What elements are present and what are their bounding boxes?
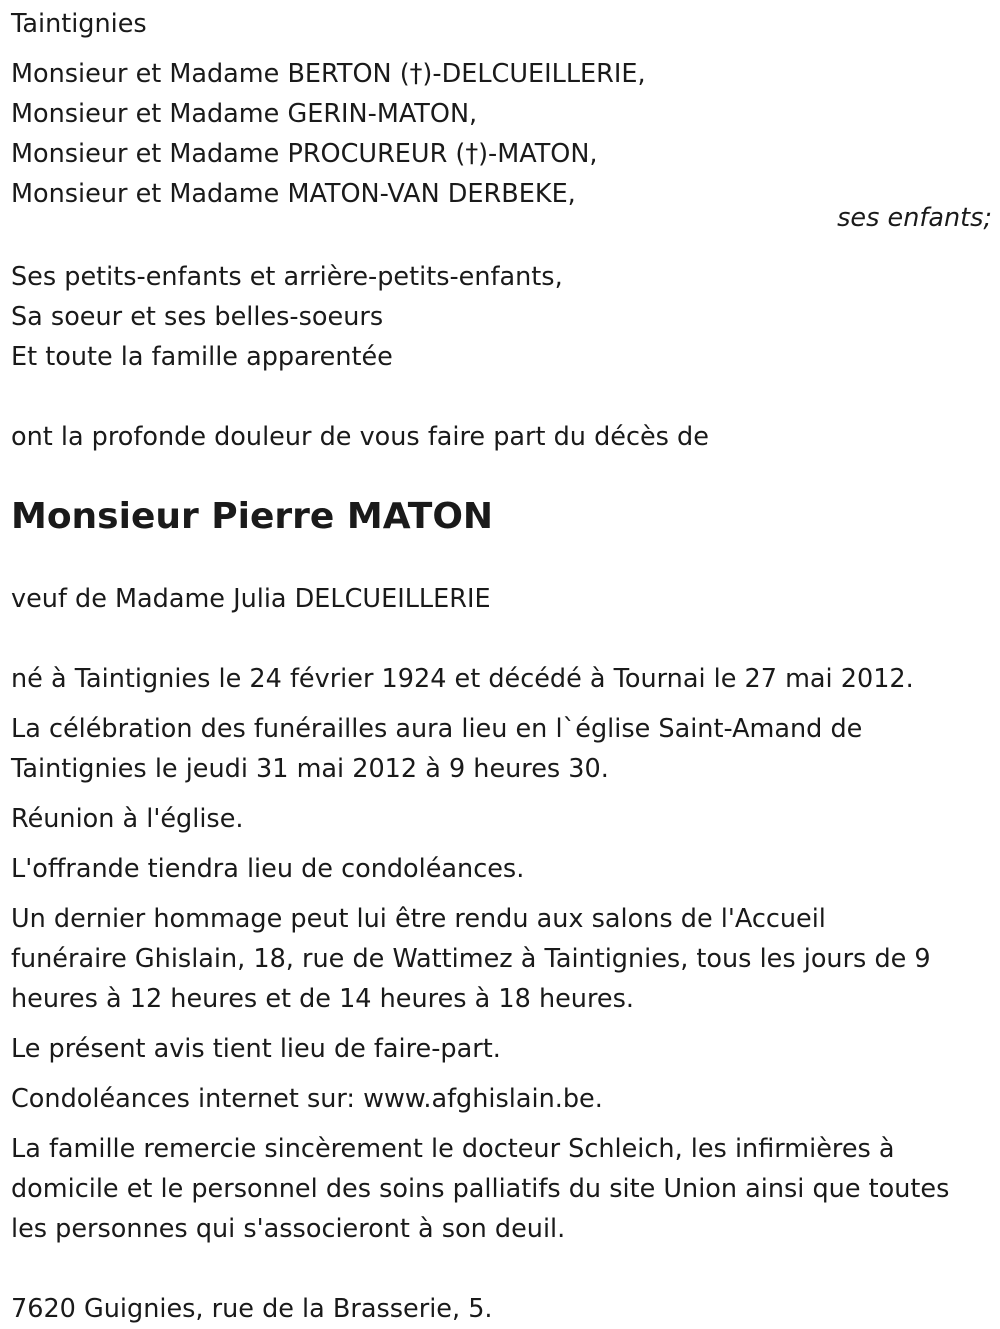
meeting-place: Réunion à l'église. bbox=[11, 804, 244, 834]
child-entry: Monsieur et Madame BERTON (†)-DELCUEILLERIE, bbox=[11, 59, 646, 89]
homage-line: Un dernier hommage peut lui être rendu aux salons de l'Accueil bbox=[11, 904, 826, 934]
relatives-entry: Ses petits-enfants et arrière-petits-enfants, bbox=[11, 262, 563, 292]
widower-of: veuf de Madame Julia DELCUEILLERIE bbox=[11, 584, 491, 614]
children-label: ses enfants; bbox=[837, 203, 992, 233]
thanks-line: La famille remercie sincèrement le docteur Schleich, les infirmières à bbox=[11, 1134, 895, 1164]
child-entry: Monsieur et Madame PROCUREUR (†)-MATON, bbox=[11, 139, 598, 169]
celebration-line: Taintignies le jeudi 31 mai 2012 à 9 heures 30. bbox=[11, 754, 609, 784]
deceased-name: Monsieur Pierre MATON bbox=[11, 496, 494, 537]
homage-line: funéraire Ghislain, 18, rue de Wattimez à Taintignies, tous les jours de 9 bbox=[11, 944, 931, 974]
relatives-entry: Sa soeur et ses belles-soeurs bbox=[11, 302, 384, 332]
celebration-line: La célébration des funérailles aura lieu en l`église Saint-Amand de bbox=[11, 714, 863, 744]
homage-line: heures à 12 heures et de 14 heures à 18 heures. bbox=[11, 984, 634, 1014]
locality: Taintignies bbox=[11, 9, 147, 39]
child-entry: Monsieur et Madame MATON-VAN DERBEKE, bbox=[11, 179, 576, 209]
thanks-line: domicile et le personnel des soins palliatifs du site Union ainsi que toutes bbox=[11, 1174, 950, 1204]
family-address: 7620 Guignies, rue de la Brasserie, 5. bbox=[11, 1294, 493, 1324]
children-list bbox=[11, 54, 993, 214]
offering: L'offrande tiendra lieu de condoléances. bbox=[11, 854, 525, 884]
thanks-line: les personnes qui s'associeront à son deuil. bbox=[11, 1214, 566, 1244]
relatives-entry: Et toute la famille apparentée bbox=[11, 342, 393, 372]
homage-paragraph bbox=[11, 899, 993, 1019]
online-condolences: Condoléances internet sur: www.afghislain.be. bbox=[11, 1084, 603, 1114]
birth-death-dates: né à Taintignies le 24 février 1924 et décédé à Tournai le 27 mai 2012. bbox=[11, 664, 914, 694]
relatives-list bbox=[11, 257, 993, 377]
notice-statement: Le présent avis tient lieu de faire-part. bbox=[11, 1034, 501, 1064]
child-entry: Monsieur et Madame GERIN-MATON, bbox=[11, 99, 478, 129]
celebration-paragraph bbox=[11, 709, 993, 789]
thanks-paragraph bbox=[11, 1129, 993, 1249]
announcement: ont la profonde douleur de vous faire part du décès de bbox=[11, 422, 709, 452]
